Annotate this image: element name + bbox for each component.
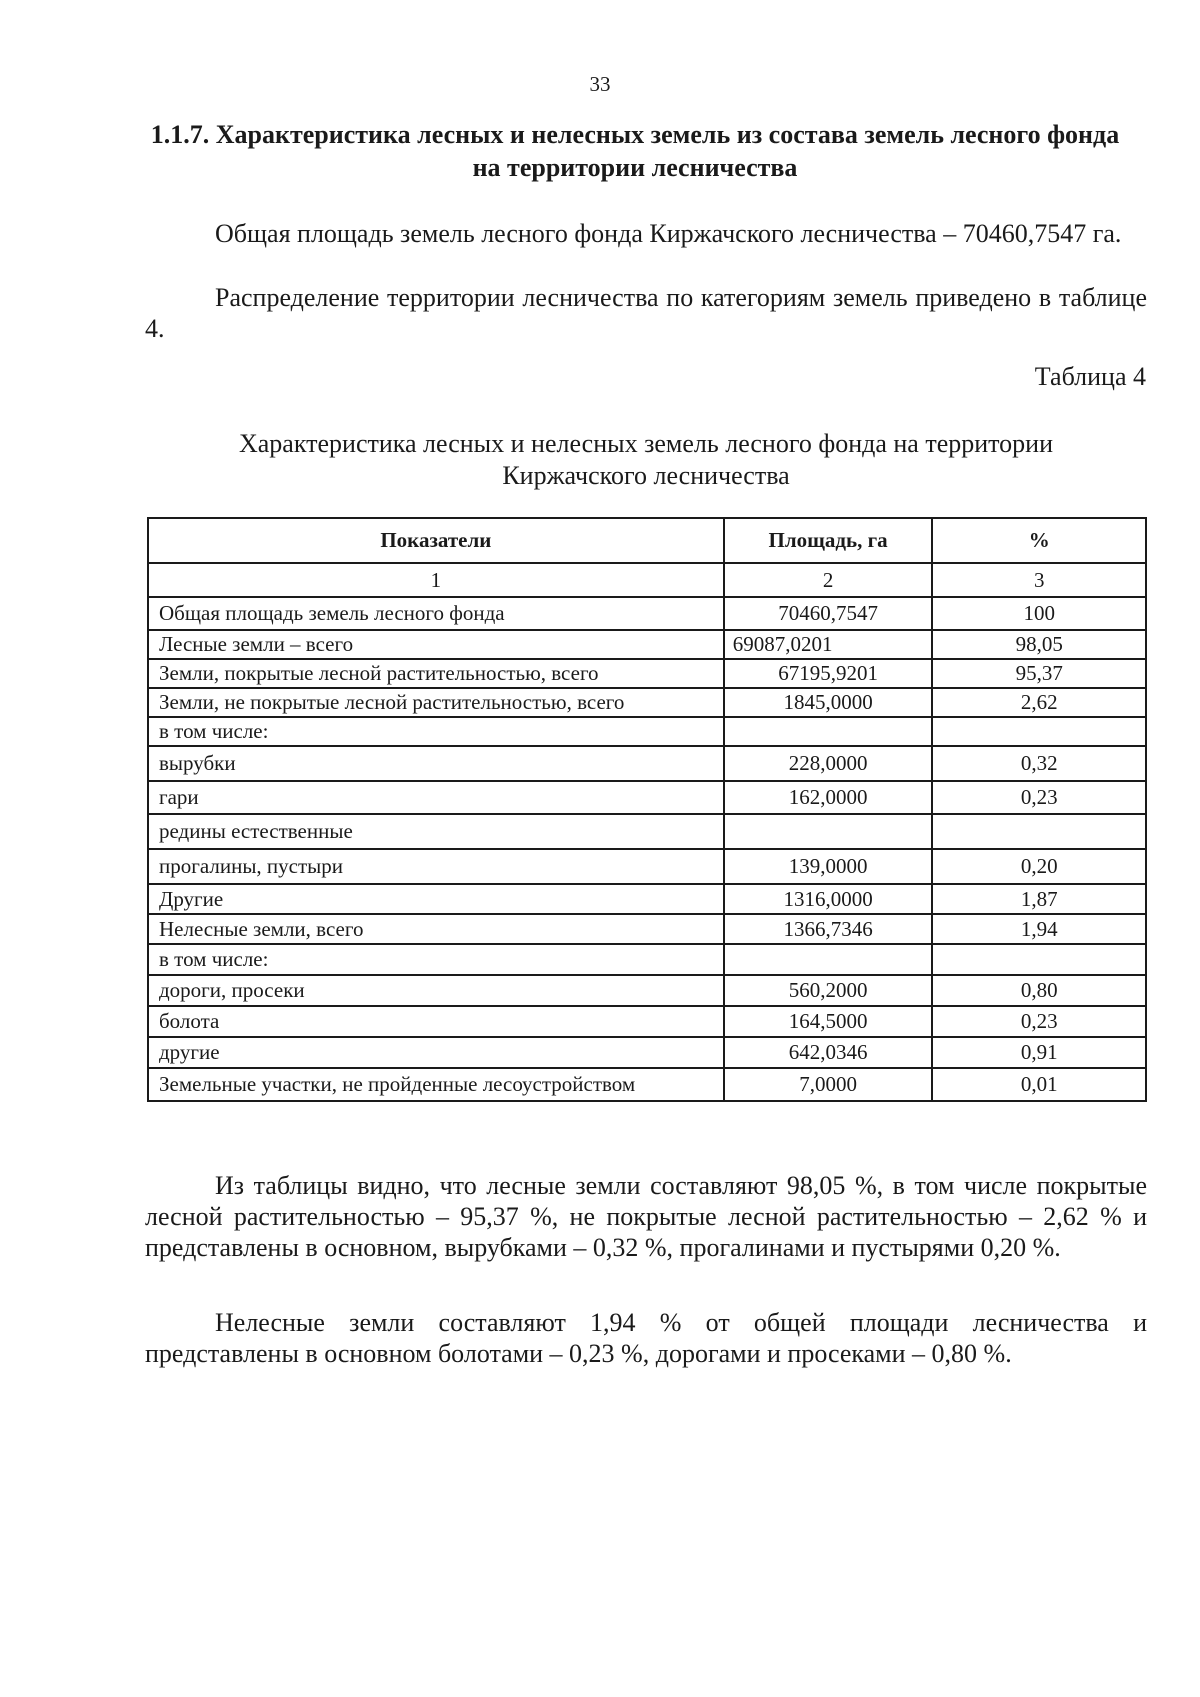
paragraph-total-area: Общая площадь земель лесного фонда Киржачского лесничества – 70460,7547 га. xyxy=(215,219,1122,248)
column-number: 1 xyxy=(148,563,724,597)
row-label: болота xyxy=(148,1006,724,1037)
row-label: дороги, просеки xyxy=(148,975,724,1006)
table-caption-line-2: Киржачского лесничества xyxy=(502,461,790,490)
row-percent-value xyxy=(932,717,1146,746)
row-label: Земли, покрытые лесной растительностью, всего xyxy=(148,659,724,688)
row-label: в том числе: xyxy=(148,944,724,975)
row-percent-value xyxy=(932,814,1146,849)
row-percent-value: 0,23 xyxy=(932,1006,1146,1037)
row-area-value: 162,0000 xyxy=(724,781,933,814)
row-area-value: 1366,7346 xyxy=(724,914,933,944)
row-percent-value: 0,80 xyxy=(932,975,1146,1006)
row-area-value xyxy=(724,814,933,849)
table-body xyxy=(148,597,1146,1101)
row-percent-value: 0,32 xyxy=(932,746,1146,781)
paragraph-distribution: Распределение территории лесничества по категориям земель приведено в таблице 4. xyxy=(145,283,1147,343)
row-area-value xyxy=(724,717,933,746)
row-label: гари xyxy=(148,781,724,814)
row-label: прогалины, пустыри xyxy=(148,849,724,884)
row-area-value: 69087,0201 xyxy=(724,630,933,659)
table-row xyxy=(148,746,1146,781)
table-row xyxy=(148,597,1146,630)
table-row xyxy=(148,944,1146,975)
section-title: 1.1.7. Характеристика лесных и нелесных земель из состава земель лесного фонда на территории лесничества xyxy=(150,120,1120,182)
table-row xyxy=(148,717,1146,746)
page-number: 33 xyxy=(589,72,611,96)
row-area-value: 642,0346 xyxy=(724,1037,933,1068)
row-percent-value: 1,94 xyxy=(932,914,1146,944)
table-row xyxy=(148,1006,1146,1037)
table-header-row xyxy=(148,518,1146,563)
row-area-value: 67195,9201 xyxy=(724,659,933,688)
row-area-value: 1316,0000 xyxy=(724,884,933,914)
table-row xyxy=(148,630,1146,659)
table-row xyxy=(148,975,1146,1006)
row-percent-value: 2,62 xyxy=(932,688,1146,717)
row-percent-value: 100 xyxy=(932,597,1146,630)
table-row xyxy=(148,814,1146,849)
table-row xyxy=(148,781,1146,814)
table-row xyxy=(148,849,1146,884)
header-percent: % xyxy=(932,518,1146,563)
table-caption-line-1: Характеристика лесных и нелесных земель лесного фонда на территории xyxy=(238,429,1053,458)
row-area-value: 560,2000 xyxy=(724,975,933,1006)
row-label: вырубки xyxy=(148,746,724,781)
row-percent-value xyxy=(932,944,1146,975)
row-label: другие xyxy=(148,1037,724,1068)
row-area-value: 1845,0000 xyxy=(724,688,933,717)
row-area-value: 139,0000 xyxy=(724,849,933,884)
column-number-row xyxy=(148,563,1146,597)
row-label: Земли, не покрытые лесной растительностью, всего xyxy=(148,688,724,717)
row-percent-value: 0,20 xyxy=(932,849,1146,884)
row-label: Общая площадь земель лесного фонда xyxy=(148,597,724,630)
paragraph-nonforest-lands-summary: Нелесные земли составляют 1,94 % от общей площади лесничества и представлены в основном болотами – 0,23 %, дорогами и просеками – 0,80 %. xyxy=(145,1308,1147,1368)
table-row xyxy=(148,1068,1146,1101)
row-label: Другие xyxy=(148,884,724,914)
table-row xyxy=(148,914,1146,944)
row-area-value: 70460,7547 xyxy=(724,597,933,630)
row-area-value: 228,0000 xyxy=(724,746,933,781)
row-label: Лесные земли – всего xyxy=(148,630,724,659)
row-label: Земельные участки, не пройденные лесоустройством xyxy=(148,1068,724,1101)
header-area: Площадь, га xyxy=(724,518,933,563)
row-percent-value: 95,37 xyxy=(932,659,1146,688)
table-row xyxy=(148,1037,1146,1068)
row-percent-value: 98,05 xyxy=(932,630,1146,659)
column-number: 2 xyxy=(724,563,933,597)
row-area-value: 7,0000 xyxy=(724,1068,933,1101)
table-row xyxy=(148,659,1146,688)
paragraph-forest-lands-summary: Из таблицы видно, что лесные земли составляют 98,05 %, в том числе покрытые лесной растительностью – 95,37 %, не покрытые лесной растительностью – 2,62 % и представлены в основном, вырубками – 0,32 %, прогалинами и пустырями 0,20 %. xyxy=(145,1171,1147,1262)
table-number: Таблица 4 xyxy=(1034,362,1146,391)
row-percent-value: 0,23 xyxy=(932,781,1146,814)
row-area-value xyxy=(724,944,933,975)
header-indicators: Показатели xyxy=(148,518,724,563)
row-area-value: 164,5000 xyxy=(724,1006,933,1037)
row-label: в том числе: xyxy=(148,717,724,746)
row-label: Нелесные земли, всего xyxy=(148,914,724,944)
table-caption xyxy=(145,428,1147,492)
row-label: редины естественные xyxy=(148,814,724,849)
row-percent-value: 0,91 xyxy=(932,1037,1146,1068)
table-row xyxy=(148,884,1146,914)
row-percent-value: 0,01 xyxy=(932,1068,1146,1101)
land-characteristics-table xyxy=(147,517,1147,1102)
table-row xyxy=(148,688,1146,717)
row-percent-value: 1,87 xyxy=(932,884,1146,914)
column-number: 3 xyxy=(932,563,1146,597)
